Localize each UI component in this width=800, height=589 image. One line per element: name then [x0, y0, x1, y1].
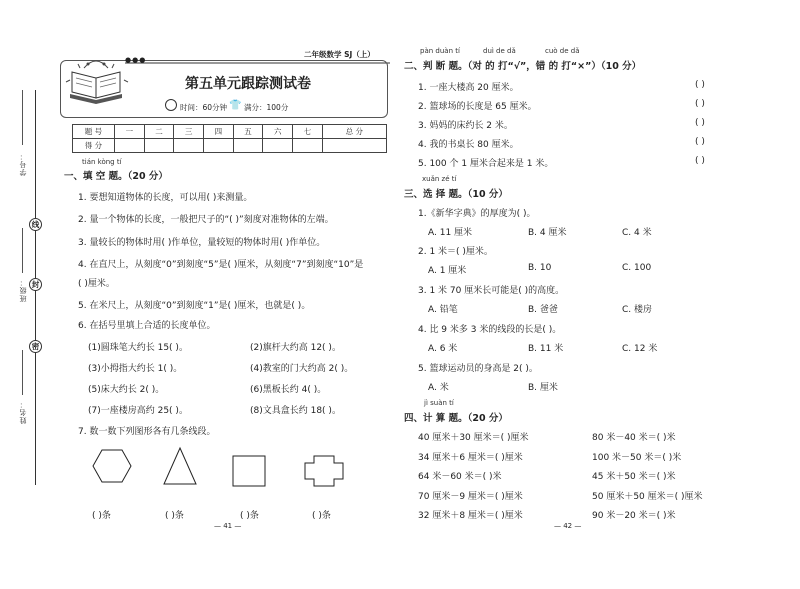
sec1-q6-4: (4)教室的门大约高 2( )。: [250, 364, 354, 374]
sec3-q3-opt-c: C. 楼房: [622, 305, 653, 315]
shirt-icon: 👕: [229, 100, 242, 111]
score-input-cell[interactable]: [115, 139, 145, 153]
sec4-pinyin: jì suàn tí: [424, 399, 454, 407]
decor-dots: ●●●: [125, 56, 147, 64]
student-id-label: 学号：: [19, 152, 27, 176]
sec1-q4a: 4. 在直尺上，从刻度“0”到刻度“5”是( )厘米，从刻度“7”到刻度“10”是: [78, 260, 364, 270]
sec2-q5: 5. 100 个 1 厘米合起来是 1 米。: [418, 159, 554, 169]
sec2-q2-paren: ( ): [695, 99, 705, 109]
sec3-q3-opt-a: A. 铅笔: [428, 305, 458, 315]
score-input-cell[interactable]: [204, 139, 234, 153]
time-label: 时间：60分钟: [180, 103, 228, 112]
page-title: 第五单元跟踪测试卷: [185, 76, 311, 92]
sec2-pinyin-2: duì de dǎ: [483, 47, 516, 55]
sec3-q1-opt-b: B. 4 厘米: [528, 228, 567, 238]
sec4-left-1: 40 厘米＋30 厘米＝( )厘米: [418, 433, 529, 443]
sec1-q4b: ( )厘米。: [78, 279, 115, 289]
sec2-q2: 2. 篮球场的长度是 65 厘米。: [418, 102, 537, 112]
sec1-q7-answer-1: ( )条: [92, 511, 111, 521]
score-cell: 四: [204, 125, 234, 139]
sec3-q4: 4. 比 9 米多 3 米的线段的长是( )。: [418, 325, 562, 335]
cross-shape: [304, 455, 344, 487]
score-cell: 二: [144, 125, 174, 139]
seal-line: 线: [29, 218, 42, 231]
sec1-q6-2: (2)旗杆大约高 12( )。: [250, 343, 341, 353]
sec4-right-4: 50 厘米＋50 厘米＝( )厘米: [592, 492, 703, 502]
score-cell: 得 分: [73, 139, 115, 153]
sec1-q5: 5. 在米尺上，从刻度“0”到刻度“1”是( )厘米，也就是( )。: [78, 301, 311, 311]
score-table: [72, 124, 387, 153]
sec1-q6-3: (3)小拇指大约长 1( )。: [88, 364, 183, 374]
score-input-cell[interactable]: [293, 139, 323, 153]
sec2-pinyin-3: cuò de dǎ: [545, 47, 580, 55]
sec2-heading: 二、判 断 题。（对 的 打“√”，错 的 打“×”）（10 分）: [404, 61, 642, 72]
sec1-q7-answer-3: ( )条: [240, 511, 259, 521]
name-label: 姓名：: [19, 400, 27, 424]
book-illustration-icon: [64, 58, 130, 106]
full-score-label: 满分：100分: [244, 103, 289, 112]
sec1-q7-answer-2: ( )条: [165, 511, 184, 521]
sec1-q7: 7. 数一数下列图形各有几条线段。: [78, 427, 216, 437]
score-input-cell[interactable]: [144, 139, 174, 153]
sec4-left-3: 64 米－60 米＝( )米: [418, 472, 502, 482]
sec3-q4-opt-a: A. 6 米: [428, 344, 458, 354]
sec4-left-2: 34 厘米＋6 厘米＝( )厘米: [418, 453, 523, 463]
sec3-q1-opt-c: C. 4 米: [622, 228, 652, 238]
sec1-q6-7: (7)一座楼房高约 25( )。: [88, 406, 188, 416]
score-input-cell[interactable]: [263, 139, 293, 153]
sec1-q2: 2. 量一个物体的长度，一般把尺子的“( )”刻度对准物体的左端。: [78, 215, 334, 225]
triangle-shape: [162, 446, 198, 486]
page-number-left: — 41 —: [214, 522, 242, 530]
score-table-header-row: [73, 125, 387, 139]
sec4-heading: 四、计 算 题。（20 分）: [404, 413, 508, 424]
sec4-right-1: 80 米－40 米＝( )米: [592, 433, 676, 443]
seal-seal: 封: [29, 278, 42, 291]
sec3-q4-opt-c: C. 12 米: [622, 344, 658, 354]
sec1-q6: 6. 在括号里填上合适的长度单位。: [78, 321, 216, 331]
sec4-left-4: 70 厘米－9 厘米＝( )厘米: [418, 492, 523, 502]
sec1-q6-1: (1)圆珠笔大约长 15( )。: [88, 343, 188, 353]
sec3-q5: 5. 篮球运动员的身高是 2( )。: [418, 364, 538, 374]
sec2-q4: 4. 我的书桌长 80 厘米。: [418, 140, 519, 150]
score-cell: 六: [263, 125, 293, 139]
name-blank: [22, 350, 23, 395]
score-cell: 一: [115, 125, 145, 139]
sec4-left-5: 32 厘米＋8 厘米＝( )厘米: [418, 511, 523, 521]
sec3-q1-opt-a: A. 11 厘米: [428, 228, 473, 238]
sec1-q6-8: (8)文具盒长约 18( )。: [250, 406, 341, 416]
sec2-q1: 1. 一座大楼高 20 厘米。: [418, 83, 519, 93]
sec4-right-5: 90 米－20 米＝( )米: [592, 511, 676, 521]
sec3-q5-opt-a: A. 米: [428, 383, 449, 393]
hexagon-shape: [92, 448, 132, 484]
score-cell: 三: [174, 125, 204, 139]
sec3-heading: 三、选 择 题。（10 分）: [404, 189, 508, 200]
sec1-q3: 3. 量较长的物体时用( )作单位，量较短的物体时用( )作单位。: [78, 238, 326, 248]
score-input-cell[interactable]: [233, 139, 263, 153]
score-input-cell[interactable]: [174, 139, 204, 153]
sec2-pinyin-1: pàn duàn tí: [420, 47, 460, 55]
sec1-heading: 一、填 空 题。（20 分）: [64, 171, 168, 182]
sec4-right-2: 100 米－50 米＝( )米: [592, 453, 682, 463]
score-cell: 题 号: [73, 125, 115, 139]
sec2-q3: 3. 妈妈的床约长 2 米。: [418, 121, 513, 131]
sec3-q5-opt-b: B. 厘米: [528, 383, 558, 393]
square-shape: [232, 455, 266, 487]
clock-icon: [165, 99, 177, 111]
sec3-q2: 2. 1 米＝( )厘米。: [418, 247, 493, 257]
sec3-q2-opt-a: A. 1 厘米: [428, 266, 467, 276]
sec1-q6-6: (6)黑板长约 4( )。: [250, 385, 327, 395]
score-table-score-row: [73, 139, 387, 153]
score-input-cell[interactable]: [322, 139, 386, 153]
sec1-pinyin: tián kòng tí: [82, 158, 122, 166]
sec4-right-3: 45 米＋50 米＝( )米: [592, 472, 676, 482]
grade-label: 二年级数学 SJ（上）: [304, 50, 375, 59]
student-id-blank: [22, 90, 23, 145]
sec2-q1-paren: ( ): [695, 80, 705, 90]
score-cell: 七: [293, 125, 323, 139]
page-number-right: — 42 —: [554, 522, 582, 530]
score-cell: 五: [233, 125, 263, 139]
class-blank: [22, 228, 23, 273]
seal-secret: 密: [29, 340, 42, 353]
sec3-q1: 1.《新华字典》的厚度为( )。: [418, 209, 536, 219]
sec2-q3-paren: ( ): [695, 118, 705, 128]
sec3-pinyin: xuǎn zé tí: [422, 175, 457, 183]
sec3-q3-opt-b: B. 爸爸: [528, 305, 558, 315]
sec1-q1: 1. 要想知道物体的长度，可以用( )来测量。: [78, 193, 253, 203]
sec2-q4-paren: ( ): [695, 137, 705, 147]
sec3-q4-opt-b: B. 11 米: [528, 344, 564, 354]
sec1-q7-answer-4: ( )条: [312, 511, 331, 521]
sec3-q3: 3. 1 米 70 厘米长可能是( )的高度。: [418, 286, 565, 296]
sec1-q6-5: (5)床大约长 2( )。: [88, 385, 165, 395]
sec2-q5-paren: ( ): [695, 156, 705, 166]
sec3-q2-opt-b: B. 10: [528, 263, 552, 273]
score-cell: 总 分: [322, 125, 386, 139]
sec3-q2-opt-c: C. 100: [622, 263, 652, 273]
class-label: 班级：: [19, 278, 27, 302]
